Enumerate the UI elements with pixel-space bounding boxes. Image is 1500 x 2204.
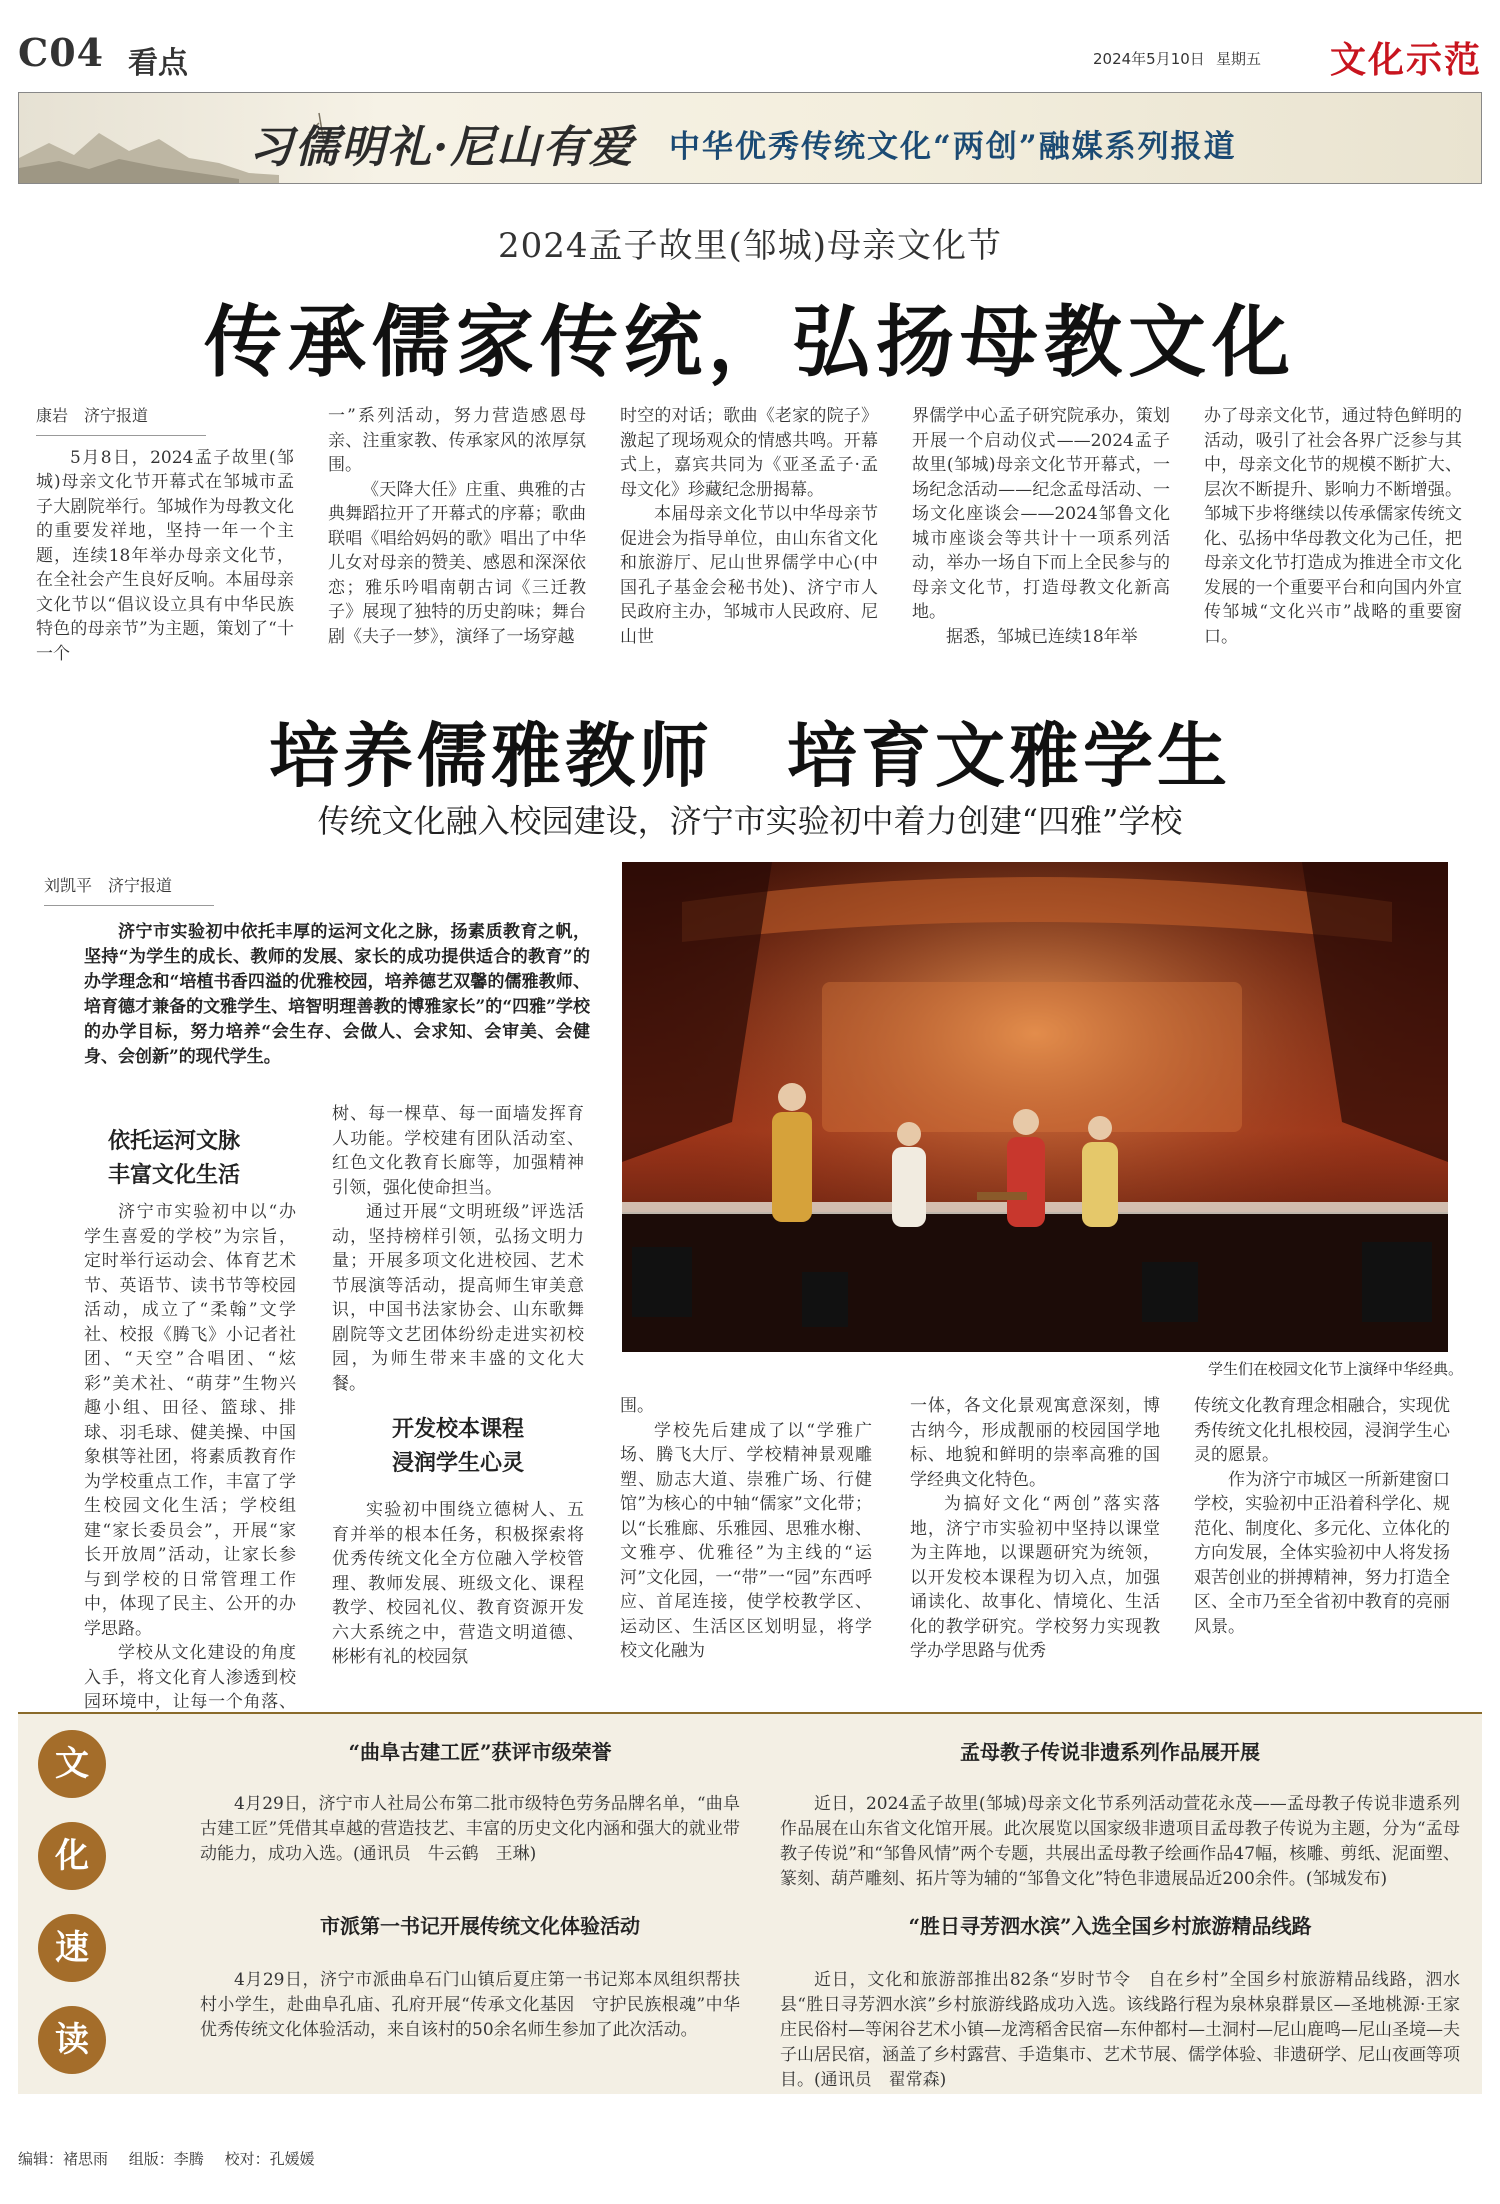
story1-column-1 (36, 404, 294, 666)
stage-scene-image (622, 862, 1448, 1352)
subhead-line: 依托运河文脉 (107, 1128, 240, 1154)
story2-paragraph: 实验初中围绕立德树人、五育并举的根本任务，积极探索将优秀传统文化全方位融入学校管理、教师发展、班级文化、课程教学、校园礼仪、教育资源开发六大系统之中，营造文明道德、彬彬有礼的校园氛 (332, 1500, 584, 1667)
story2-paragraph: 传统文化教育理念相融合，实现优秀传统文化扎根校园，浸润学生心灵的愿景。 (1194, 1396, 1450, 1465)
story2-paragraph: 学校先后建成了以“学雅广场、腾飞大厅、学校精神景观雕塑、励志大道、崇雅广场、行健馆”为核心的中轴“儒家”文化带；以“长雅廊、乐雅园、思雅水榭、文雅亭、优雅径”为主线的“运河”文化园，一“带”一“园”东西呼应、首尾连接，使学校教学区、运动区、生活区区划明显，将学校文化融为 (620, 1420, 872, 1661)
story2-column-5 (1194, 1394, 1450, 1639)
story2-paragraph: 通过开展“文明班级”评选活动，坚持榜样引领，弘扬文明力量；开展多项文化进校园、艺术节展演等活动，提高师生审美意识，中国书法家协会、山东歌舞剧院等文艺团体纷纷走进实初校园，为师生带来丰盛的文化大餐。 (332, 1202, 584, 1394)
story1-paragraph: 时空的对话；歌曲《老家的院子》激起了现场观众的情感共鸣。开幕式上，嘉宾共同为《亚圣孟子·孟母文化》珍藏纪念册揭幕。 (620, 406, 878, 500)
subhead-line: 浸润学生心灵 (391, 1450, 524, 1476)
story2-column-4 (910, 1394, 1160, 1664)
story2-paragraph: 为搞好文化“两创”落实落地，济宁市实验初中坚持以课堂为主阵地，以课题研究为统领，以开发校本课程为切入点，加强诵读化、故事化、情境化、生活化的教学研究。学校努力实现教学办学思路与优秀 (910, 1494, 1160, 1661)
story2-column-3 (620, 1394, 872, 1664)
story1-column-2 (328, 404, 586, 649)
story1-column-4 (912, 404, 1170, 649)
paper-name: 文化示范 (1329, 39, 1482, 81)
story1-paragraph: 《天降大任》庄重、典雅的古典舞蹈拉开了开幕式的序幕；歌曲联唱《唱给妈妈的歌》唱出了中华儿女对母亲的赞美、感恩和深深依恋；雅乐吟唱南朝古词《三迁教子》展现了独特的历史韵味；舞台剧《夫子一梦》，演绎了一场穿越 (328, 479, 586, 647)
stage-performance-photo (622, 862, 1448, 1352)
story2-byline: 刘凯平 济宁报道 (44, 874, 214, 906)
subhead-line: 开发校本课程 (391, 1416, 524, 1442)
footer-designer: 组版：李腾 (128, 2150, 204, 2168)
subhead-line: 丰富文化生活 (107, 1162, 240, 1188)
footer-editor: 编辑：褚思雨 (18, 2150, 109, 2168)
speed-read-char-2: 化 (38, 1822, 106, 1890)
brief-title-4: “胜日寻芳泗水滨”入选全国乡村旅游精品线路 (908, 1914, 1312, 1938)
story2-column-2b (332, 1498, 584, 1670)
story1-paragraph: 5月8日，2024孟子故里(邹城)母亲文化节开幕式在邹城市孟子大剧院举行。邹城作为母教文化的重要发祥地，坚持一年一个主题，连续18年举办母亲文化节，在全社会产生良好反响。本届母亲文化节以“倡议设立具有中华民族特色的母亲节”为主题，策划了“十一个 (36, 447, 294, 664)
story2-lead-paragraph: 济宁市实验初中依托丰厚的运河文化之脉，扬素质教育之帆，坚持“为学生的成长、教师的发展、家长的成功提供适合的教育”的办学理念和“培植书香四溢的优雅校园，培养德艺双馨的儒雅教师、培育德才兼备的文雅学生、培智明理善教的博雅家长”的“四雅”学校的办学目标，努力培养“会生存、会做人、会求知、会审美、会健身、会创新”的现代学生。 (84, 922, 590, 1067)
brief-body-4: 近日，文化和旅游部推出82条“岁时节令 自在乡村”全国乡村旅游精品线路，泗水县“胜日寻芳泗水滨”乡村旅游线路成功入选。该线路行程为泉林泉群景区—圣地桃源·王家庄民俗村—等闲谷艺术小镇—龙湾稻舍民宿—东仲都村—土洞村—尼山鹿鸣—尼山圣境—夫子山居民宿，涵盖了乡村露营、手造集市、艺术节展、儒学体验、非遗研学、尼山夜画等项目。(通讯员 翟常森) (780, 1970, 1460, 2090)
speed-read-char-3: 速 (38, 1914, 106, 1982)
brief-title-1: “曲阜古建工匠”获评市级荣誉 (348, 1740, 612, 1764)
story2-column-1 (84, 1200, 296, 1739)
story2-paragraph: 作为济宁市城区一所新建窗口学校，实验初中正沿着科学化、规范化、制度化、多元化、立体化的方向发展，全体实验初中人将发扬艰苦创业的拼搏精神，努力打造全区、全市乃至全省初中教育的亮丽风景。 (1194, 1469, 1450, 1637)
story2-paragraph: 济宁市实验初中以“办学生喜爱的学校”为宗旨，定时举行运动会、体育艺术节、英语节、读书节等校园活动，成立了“柔翰”文学社、校报《腾飞》小记者社团、“天空”合唱团、“炫彩”美术社、“萌芽”生物兴趣小组、田径、篮球、排球、羽毛球、健美操、中国象棋等社团，将素质教育作为学校重点工作，丰富了学生校园文化生活；学校组建“家长委员会”，开展“家长开放周”活动，让家长参与到学校的日常管理工作中，体现了民主、公开的办学思路。 (84, 1202, 296, 1639)
story1-paragraph: 本届母亲文化节以中华母亲节促进会为指导单位，由山东省文化和旅游厅、尼山世界儒学中心(中国孔子基金会秘书处)、济宁市人民政府主办，邹城市人民政府、尼山世 (620, 504, 878, 647)
story1-paragraph: 据悉，邹城已连续18年举 (946, 626, 1138, 647)
story1-kicker: 2024孟子故里(邹城)母亲文化节 (497, 226, 1003, 266)
story2-byline-block (44, 874, 244, 916)
issue-weekday: 星期五 (1216, 50, 1262, 68)
story2-subhead-2 (332, 1412, 584, 1480)
story1-byline: 康岩 济宁报道 (36, 404, 206, 436)
story2-paragraph: 学校从文化建设的角度入手，将文化育人渗透到校园环境中，让每一个角落、 (84, 1643, 296, 1712)
brief-title-3: 孟母教子传说非遗系列作品展开展 (960, 1740, 1260, 1764)
story2-headline: 培养儒雅教师 培育文雅学生 (269, 714, 1231, 797)
story2-lead (84, 920, 590, 1070)
story1-headline: 传承儒家传统，弘扬母教文化 (203, 297, 1296, 388)
banner-calligraphy: 习儒明礼·尼山有爱 (249, 122, 635, 173)
story2-paragraph: 围。 (620, 1396, 654, 1416)
story2-paragraph: 树、每一棵草、每一面墙发挥育人功能。学校建有团队活动室、红色文化教育长廊等，加强精神引领，强化使命担当。 (332, 1104, 584, 1198)
story2-column-2 (332, 1102, 584, 1396)
section-name: 看点 (128, 46, 188, 81)
series-banner (18, 92, 1482, 184)
brief-body-1: 4月29日，济宁市人社局公布第二批市级特色劳务品牌名单，“曲阜古建工匠”凭借其卓越的营造技艺、丰富的历史文化内涵和强大的就业带动能力，成功入选。(通讯员 牛云鹤 王琳) (200, 1794, 740, 1864)
story2-subhead-1 (44, 1124, 304, 1192)
issue-date: 2024年5月10日 (1093, 50, 1205, 68)
footer-proofreader: 校对：孔媛媛 (224, 2150, 315, 2168)
story1-column-5 (1204, 404, 1462, 649)
brief-body-2: 4月29日，济宁市派曲阜石门山镇后夏庄第一书记郑本凤组织帮扶村小学生，赴曲阜孔庙、孔府开展“传承文化基因 守护民族根魂”中华优秀传统文化体验活动，来自该村的50余名师生参加了此次活动。 (200, 1970, 740, 2040)
page-number: C04 (18, 30, 105, 75)
photo-caption: 学生们在校园文化节上演绎中华经典。 (1208, 1360, 1464, 1378)
story1-column-3 (620, 404, 878, 649)
story1-paragraph: 界儒学中心孟子研究院承办，策划开展一个启动仪式——2024孟子故里(邹城)母亲文化节开幕式，一场纪念活动——纪念孟母活动、一场文化座谈会——2024邹鲁文化城市座谈会等共计十一项系列活动，举办一场自下而上全民参与的母亲文化节，打造母教文化新高地。 (912, 406, 1170, 622)
story1-paragraph: 一”系列活动，努力营造感恩母亲、注重家教、传承家风的浓厚氛围。 (328, 406, 586, 475)
brief-body-3: 近日，2024孟子故里(邹城)母亲文化节系列活动萱花永茂——孟母教子传说非遗系列作品展在山东省文化馆开展。此次展览以国家级非遗项目孟母教子传说为主题，分为“孟母教子传说”和“邹鲁风情”两个专题，共展出孟母教子绘画作品47幅，核雕、剪纸、泥面塑、篆刻、葫芦雕刻、拓片等为辅的“邹鲁文化”特色非遗展品近200余件。(邹城发布) (780, 1794, 1460, 1889)
page-footer (18, 2148, 1482, 2169)
speed-read-char-1: 文 (38, 1730, 106, 1798)
masthead (18, 28, 1482, 88)
banner-subtitle: 中华优秀传统文化“两创”融媒系列报道 (669, 129, 1237, 165)
story2-paragraph: 一体，各文化景观寓意深刻，博古纳今，形成靓丽的校园国学地标、地貌和鲜明的崇率高雅的国学经典文化特色。 (910, 1396, 1160, 1490)
brief-title-2: 市派第一书记开展传统文化体验活动 (320, 1914, 640, 1938)
speed-read-char-4: 读 (38, 2006, 106, 2074)
story1-paragraph: 办了母亲文化节，通过特色鲜明的活动，吸引了社会各界广泛参与其中，母亲文化节的规模不断扩大、层次不断提升、影响力不断增强。邹城下步将继续以传承儒家传统文化、弘扬中华母教文化为己任，把母亲文化节打造成为推进全市文化发展的一个重要平台和向国内外宣传邹城“文化兴市”战略的重要窗口。 (1204, 406, 1462, 647)
story2-deck: 传统文化融入校园建设，济宁市实验初中着力创建“四雅”学校 (317, 802, 1183, 840)
